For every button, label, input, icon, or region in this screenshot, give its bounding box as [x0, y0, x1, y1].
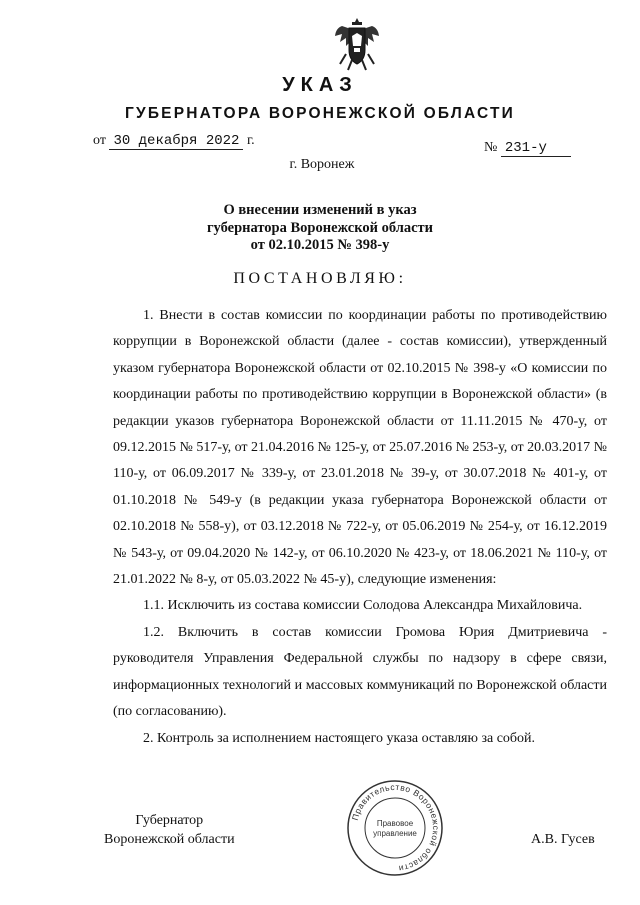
number-prefix: №: [484, 140, 498, 155]
stamp-center-line-1: Правовое: [376, 819, 414, 828]
body-paragraph-3: 1.2. Включить в состав комиссии Громова Юрия Дмитриевича - руководителя Управления Федеральной службы по надзору в сфере связи, информационных технологий и массовых коммуникаций по Воронежской области (по согласованию).: [113, 624, 607, 720]
document-issuer-title: ГУБЕРНАТОРА ВОРОНЕЖСКОЙ ОБЛАСТИ: [125, 105, 515, 122]
stamp-ring-text: Правительство Воронежской области: [349, 781, 442, 874]
document-body: [113, 303, 607, 752]
subject-line-2: губернатора Воронежской области: [206, 219, 434, 236]
coat-of-arms-icon: [332, 14, 382, 72]
stamp-center-line-2: управление: [373, 829, 417, 838]
body-paragraph-4: 2. Контроль за исполнением настоящего указа оставляю за собой.: [143, 730, 536, 746]
document-city: г. Воронеж: [289, 157, 355, 172]
date-suffix: г.: [246, 133, 255, 148]
subject-line-3: от 02.10.2015 № 398-у: [250, 237, 390, 253]
body-paragraph-1: 1. Внести в состав комиссии по координации работы по противодействию коррупции в Воронежской области (далее - состав комиссии), утвержденный указом губернатора Воронежской области от 02.10.2015 № 398-у «О комиссии по координации работы по противодействию коррупции в Воронежской области» (в редакции указов губернатора Воронежской области от 11.11.2015 № 470-у, от 09.12.2015 № 517-у, от 21.04.2016 № 125-у, от 25.07.2016 № 253-у, от 20.03.2017 № 110-у, от 06.09.2017 № 339-у, от 23.01.2018 № 39-у, от 30.07.2018 № 401-у, от 01.10.2018 № 549-у (в редакции указа губернатора Воронежской области от 02.10.2018 № 558-у), от 03.12.2018 № 722-у, от 05.06.2019 № 254-у, от 16.12.2019 № 543-у, от 09.04.2020 № 142-у, от 06.10.2020 № 423-у, от 18.06.2021 № 110-у, от 21.01.2022 № 8-у, от 05.03.2022 № 45-у), следующие изменения:: [113, 308, 608, 588]
document-number: [484, 140, 571, 157]
document-subject: [0, 202, 640, 255]
date-value: 30 декабря 2022: [109, 133, 243, 150]
document-date: [93, 133, 255, 150]
number-value: 231-у: [501, 140, 571, 157]
decree-word: ПОСТАНОВЛЯЮ:: [233, 270, 407, 287]
position-line-2: Воронежской области: [104, 832, 235, 847]
body-paragraph-2: 1.1. Исключить из состава комиссии Солодова Александра Михайловича.: [143, 598, 583, 614]
document-type-title: УКАЗ: [282, 74, 358, 96]
signatory-name: А.В. Гусев: [531, 832, 595, 847]
legal-department-stamp: [345, 778, 445, 878]
date-prefix: от: [93, 133, 106, 148]
position-line-1: Губернатор: [135, 813, 204, 828]
signatory-position: [104, 811, 235, 849]
subject-line-1: О внесении изменений в указ: [223, 202, 417, 218]
